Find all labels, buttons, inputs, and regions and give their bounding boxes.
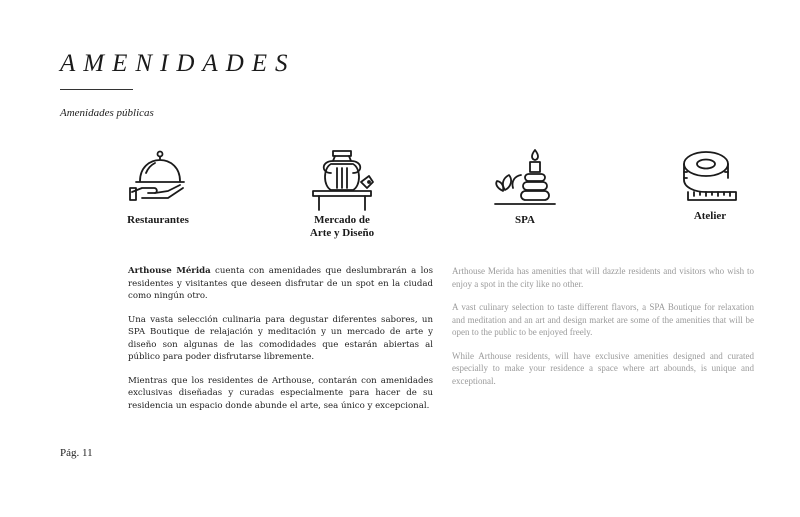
amenity-label: Restaurantes <box>127 214 189 226</box>
paragraph-es-2: Una vasta selección culinaria para degustar diferentes sabores, un SPA Boutique de relajación y meditación y un mercado de arte y diseño son algunas de las comodidades que estarán abiertas al público para poder disfrutarse libremente. <box>128 314 433 362</box>
paragraph-en-2: A vast culinary selection to taste different flavors, a SPA Boutique for relaxation and meditation and an art and design market are some of the amenities that will be open to the public to be enjoyed freely. <box>452 302 754 337</box>
amenity-restaurantes <box>118 148 198 227</box>
paragraph-es-3: Mientras que los residentes de Arthouse, contarán con amenidades exclusivas diseñadas y curadas especialmente para hacer de su residencia un espacio donde abunde el arte, sea único y excepcional. <box>128 375 433 411</box>
amenity-spa <box>480 148 570 227</box>
english-body-text <box>452 265 754 398</box>
amenity-mercado <box>296 148 388 240</box>
amenity-label: Atelier <box>693 210 727 222</box>
paragraph-es-1 <box>128 265 433 303</box>
measuring-tape-icon <box>678 148 742 210</box>
spanish-body-text <box>128 265 433 423</box>
paragraph-en-1: Arthouse Merida has amenities that will dazzle residents and visitors who wish to enjoy a spot in the city like no other. <box>452 266 754 289</box>
amenity-label: SPA <box>515 214 535 226</box>
title-underline <box>60 89 133 90</box>
brand-name: Arthouse Mérida <box>128 266 211 276</box>
paragraph-es-1-text: cuenta con amenidades que deslumbrarán a los residentes y visitantes que deseen disfrutar de un spot en la ciudad como ningún otro. <box>128 266 433 301</box>
paragraph-en-3: While Arthouse residents, will have exclusive amenities designed and curated especially to make your residence a space where art abounds, is unique and exceptional. <box>452 350 754 386</box>
amenity-atelier <box>665 148 755 223</box>
spa-stones-candle-icon <box>493 148 557 214</box>
amenity-label: Mercado de Arte y Diseño <box>309 214 375 239</box>
pottery-market-icon <box>307 148 377 214</box>
cloche-serving-icon <box>128 148 188 214</box>
page-number: Pág. 11 <box>60 447 93 459</box>
page-title: AMENIDADES <box>60 50 296 77</box>
section-subtitle: Amenidades públicas <box>60 107 154 119</box>
